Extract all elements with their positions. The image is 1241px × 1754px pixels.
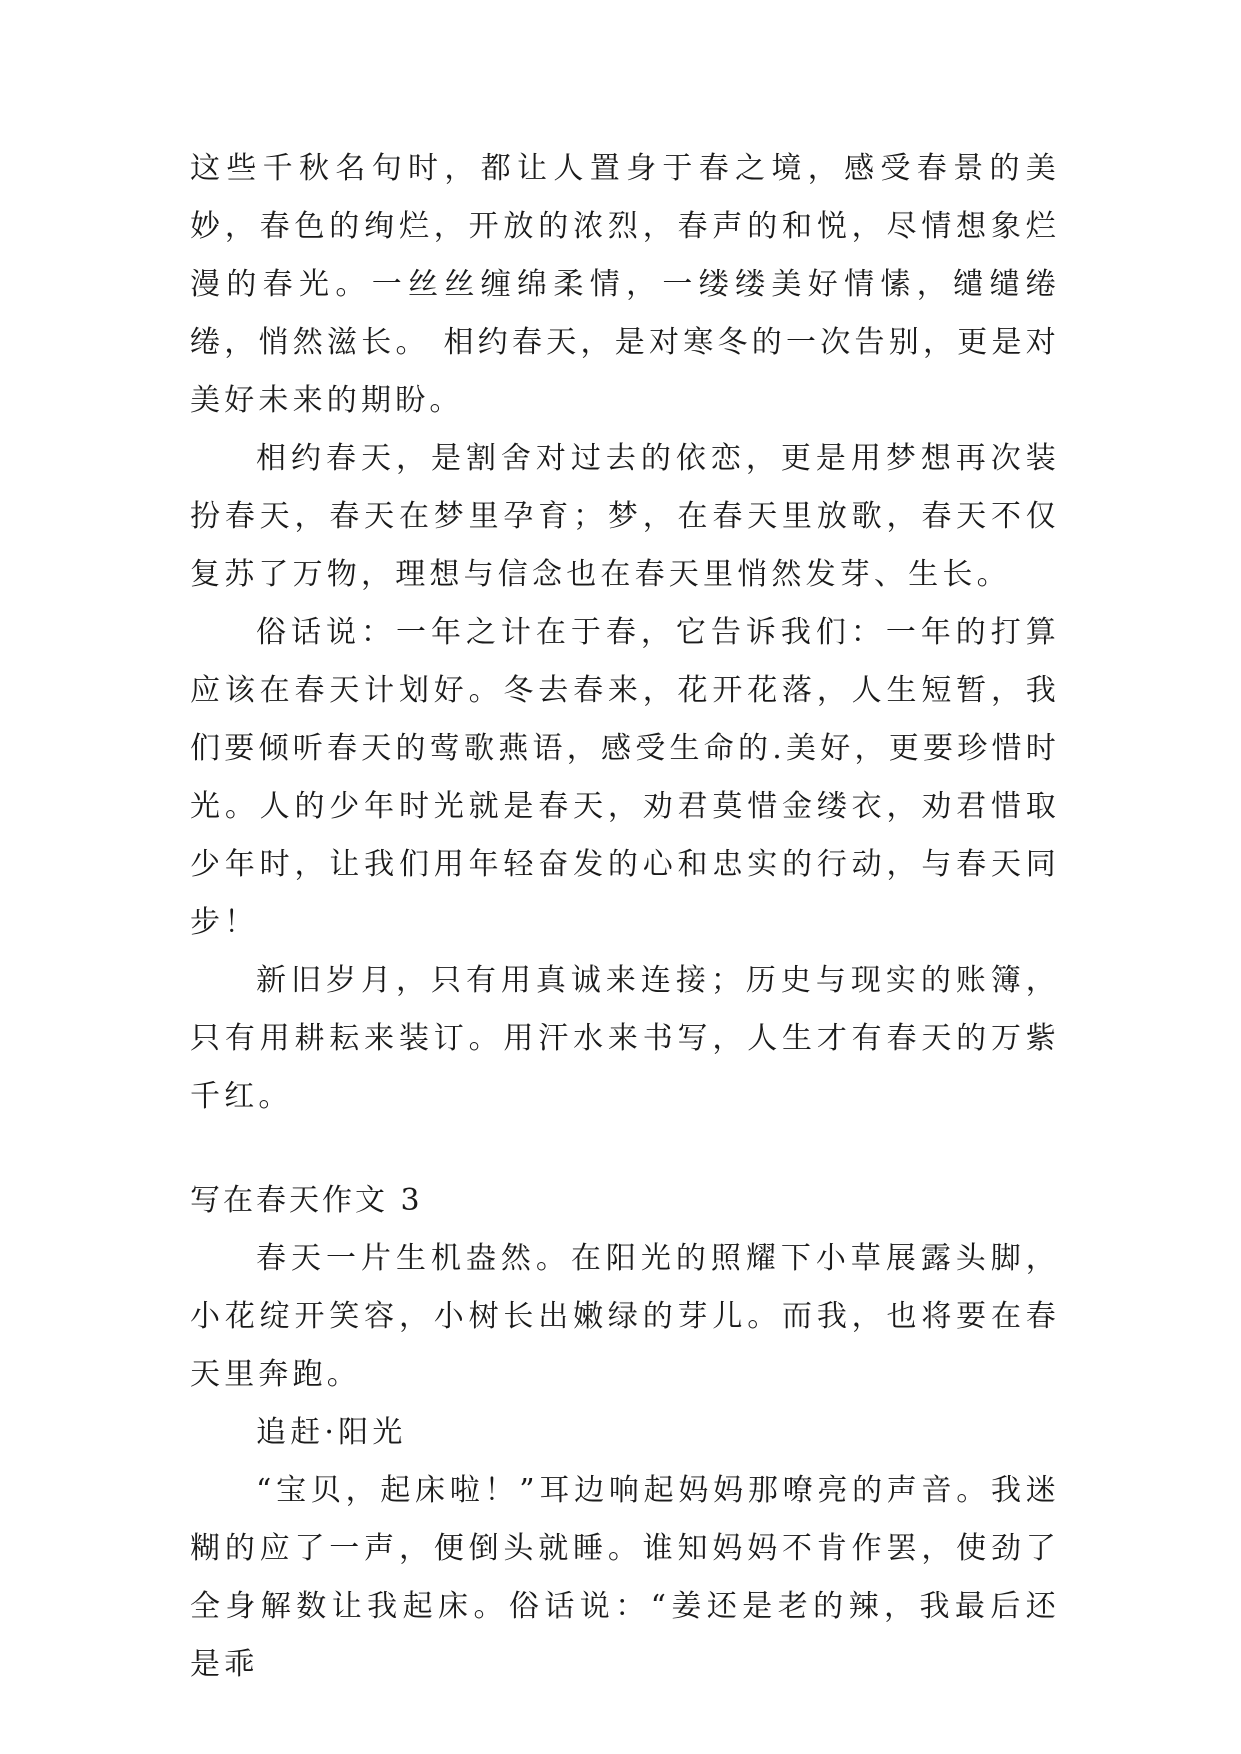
paragraph-4: 新旧岁月，只有用真诚来连接；历史与现实的账簿，只有用耕耘来装订。用汗水来书写，人生才有春天的万紫千红。 bbox=[190, 963, 1060, 1114]
section-paragraph-1: 春天一片生机盎然。在阳光的照耀下小草展露头脚，小花绽开笑容，小树长出嫩绿的芽儿。而我，也将要在春天里奔跑。 bbox=[190, 1241, 1060, 1392]
document-body bbox=[190, 140, 1060, 1694]
section-title: 写在春天作文 3 bbox=[190, 1183, 423, 1218]
section-paragraph-2: “宝贝，起床啦！”耳边响起妈妈那嘹亮的声音。我迷糊的应了一声，便倒头就睡。谁知妈妈不肯作罢，使劲了全身解数让我起床。俗话说：“姜还是老的辣，我最后还是乖 bbox=[190, 1473, 1060, 1682]
section-subtitle: 追赶·阳光 bbox=[256, 1415, 407, 1450]
paragraph-2: 相约春天，是割舍对过去的依恋，更是用梦想再次装扮春天，春天在梦里孕育；梦，在春天里放歌，春天不仅复苏了万物，理想与信念也在春天里悄然发芽、生长。 bbox=[190, 441, 1060, 592]
paragraph-3: 俗话说：一年之计在于春，它告诉我们：一年的打算应该在春天计划好。冬去春来，花开花落，人生短暂，我们要倾听春天的莺歌燕语，感受生命的.美好，更要珍惜时光。人的少年时光就是春天，劝君莫惜金缕衣，劝君惜取少年时，让我们用年轻奋发的心和忠实的行动，与春天同步！ bbox=[190, 615, 1060, 940]
paragraph-1: 这些千秋名句时，都让人置身于春之境，感受春景的美妙，春色的绚烂，开放的浓烈，春声的和悦，尽情想象烂漫的春光。一丝丝缠绵柔情，一缕缕美好情愫，缱缱绻绻，悄然滋长。 相约春天，是对寒冬的一次告别，更是对美好未来的期盼。 bbox=[190, 151, 1060, 418]
